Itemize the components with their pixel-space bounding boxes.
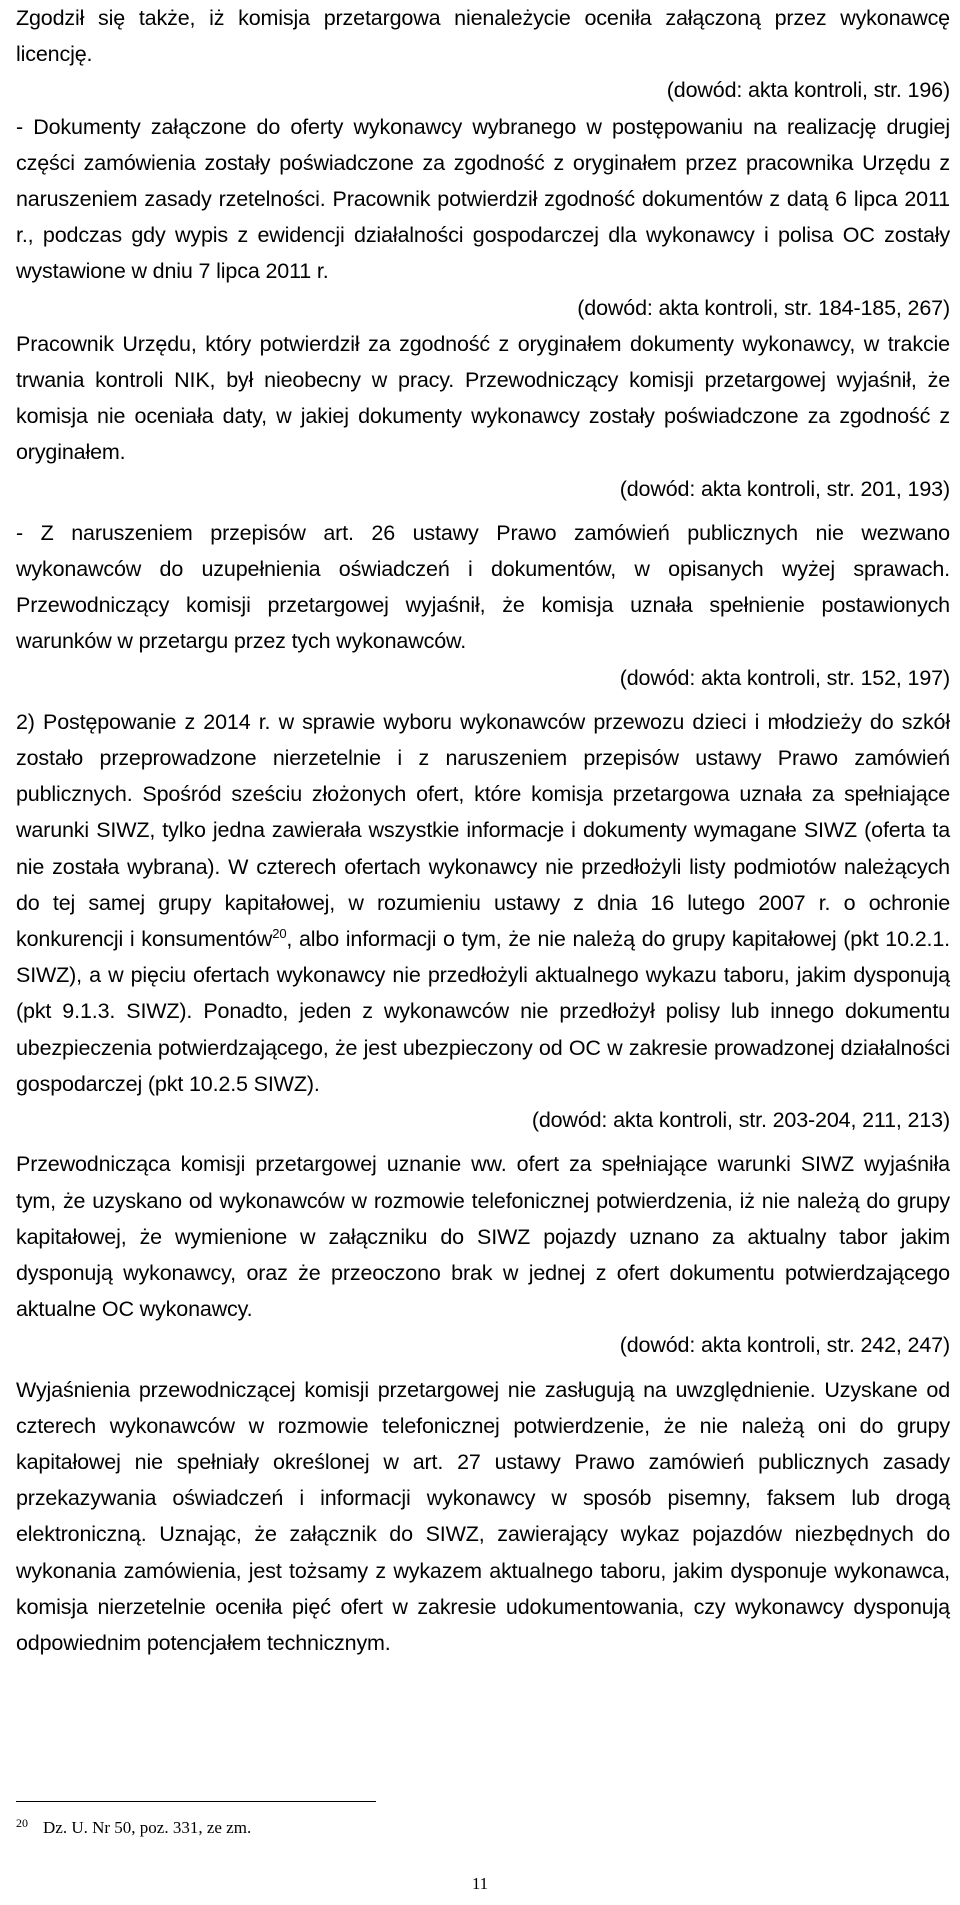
evidence-ref: (dowód: akta kontroli, str. 196)	[666, 78, 950, 103]
paragraph-article-26: - Z naruszeniem przepisów art. 26 ustawy Prawo zamówień publicznych nie wezwano wykonawców do uzupełnienia oświadczeń i dokumentów, w opisanych wyżej sprawach. Przewodniczący komisji przetargowej wyjaśnił, że komisja uznała spełnienie postawionych warunków w przetargu przez tych wykonawców.	[16, 520, 950, 654]
paragraph-procedure-2014-part-b: , albo informacji o tym, że nie należą do grupy kapitałowej (pkt 10.2.1. SIWZ), a w pięciu ofertach wykonawcy nie przedłożyli aktualnego wykazu taboru, jakim dysponują (pkt 9.1.3. SIWZ). Ponadto, jeden z wykonawców nie przedłożył polisy lub innego dokumentu ubezpieczenia potwierdzającego, że jest ubezpieczony od OC w zakresie prowadzonej działalności gospodarczej (pkt 10.2.5 SIWZ).	[16, 927, 950, 1096]
footnote-number: 20	[16, 1816, 28, 1830]
evidence-ref: (dowód: akta kontroli, str. 203-204, 211, 213)	[531, 1108, 950, 1133]
document-page	[16, 0, 950, 1661]
evidence-ref: (dowód: akta kontroli, str. 184-185, 267)	[577, 295, 950, 320]
paragraph-license: Zgodził się także, iż komisja przetargowa nienależycie oceniła załączoną przez wykonawcę licencję.	[16, 6, 950, 67]
evidence-ref: (dowód: akta kontroli, str. 201, 193)	[619, 476, 950, 501]
evidence-ref: (dowód: akta kontroli, str. 242, 247)	[619, 1333, 950, 1358]
paragraph-employee-absent: Pracownik Urzędu, który potwierdził za zgodność z oryginałem dokumenty wykonawcy, w trakcie trwania kontroli NIK, był nieobecny w pracy. Przewodniczący komisji przetargowej wyjaśnił, że komisja nie oceniała daty, w jakiej dokumenty wykonawcy zostały poświadczone za zgodność z oryginałem.	[16, 331, 950, 465]
paragraph-chairwoman-explanation: Przewodnicząca komisji przetargowej uznanie ww. ofert za spełniające warunki SIWZ wyjaśniła tym, że uzyskano od wykonawców w rozmowie telefonicznej potwierdzenia, iż nie należą do grupy kapitałowej, że wymienione w załączniku do SIWZ pojazdy uznano za aktualny tabor jakim dysponują wykonawcy, oraz że przeoczono brak w jednej z ofert dokumentu potwierdzającego aktualne OC wykonawcy.	[16, 1152, 950, 1322]
footnote-separator	[16, 1801, 376, 1802]
paragraph-procedure-2014-part-a: 2) Postępowanie z 2014 r. w sprawie wyboru wykonawców przewozu dzieci i młodzieży do szkół zostało przeprowadzone nierzetelnie i z naruszeniem przepisów ustawy Prawo zamówień publicznych. Spośród sześciu złożonych ofert, które komisja przetargowa uznała za spełniające warunki SIWZ, tylko jedna zawierała wszystkie informacje i dokumenty wymagane SIWZ (oferta ta nie została wybrana). W czterech ofertach wykonawcy nie przedłożyli listy podmiotów należących do tej samej grupy kapitałowej, w rozumieniu ustawy z dnia 16 lutego 2007 r. o ochronie konkurencji i konsumentów	[16, 709, 950, 952]
paragraph-assessment: Wyjaśnienia przewodniczącej komisji przetargowej nie zasługują na uwzględnienie. Uzyskane od czterech wykonawców w rozmowie telefonicznej potwierdzenie, że nie należą oni do grupy kapitałowej nie spełniały określonej w art. 27 ustawy Prawo zamówień publicznych zasady przekazywania oświadczeń i informacji wykonawcy w sposób pisemny, faksem lub drogą elektroniczną. Uznając, że załącznik do SIWZ, zawierający wykaz pojazdów niezbędnych do wykonania zamówienia, jest tożsamy z wykazem aktualnego taboru, jakim dysponuje wykonawca, komisja nierzetelnie oceniła pięć ofert w zakresie udokumentowania, czy wykonawcy dysponują odpowiednim potencjałem technicznym.	[16, 1377, 950, 1655]
paragraph-procedure-2014	[16, 704, 950, 1102]
footnote-text: Dz. U. Nr 50, poz. 331, ze zm.	[43, 1818, 252, 1837]
footnote-reference: 20	[272, 926, 287, 942]
evidence-ref: (dowód: akta kontroli, str. 152, 197)	[619, 665, 950, 690]
paragraph-documents-certified: - Dokumenty załączone do oferty wykonawcy wybranego w postępowaniu na realizację drugiej części zamówienia zostały poświadczone za zgodność z oryginałem przez pracownika Urzędu z naruszeniem zasady rzetelności. Pracownik potwierdził zgodność dokumentów z datą 6 lipca 2011 r., podczas gdy wypis z ewidencji działalności gospodarczej dla wykonawcy i polisa OC zostały wystawione w dniu 7 lipca 2011 r.	[16, 114, 950, 284]
page-number: 11	[471, 1874, 489, 1893]
footnote	[16, 1812, 251, 1839]
